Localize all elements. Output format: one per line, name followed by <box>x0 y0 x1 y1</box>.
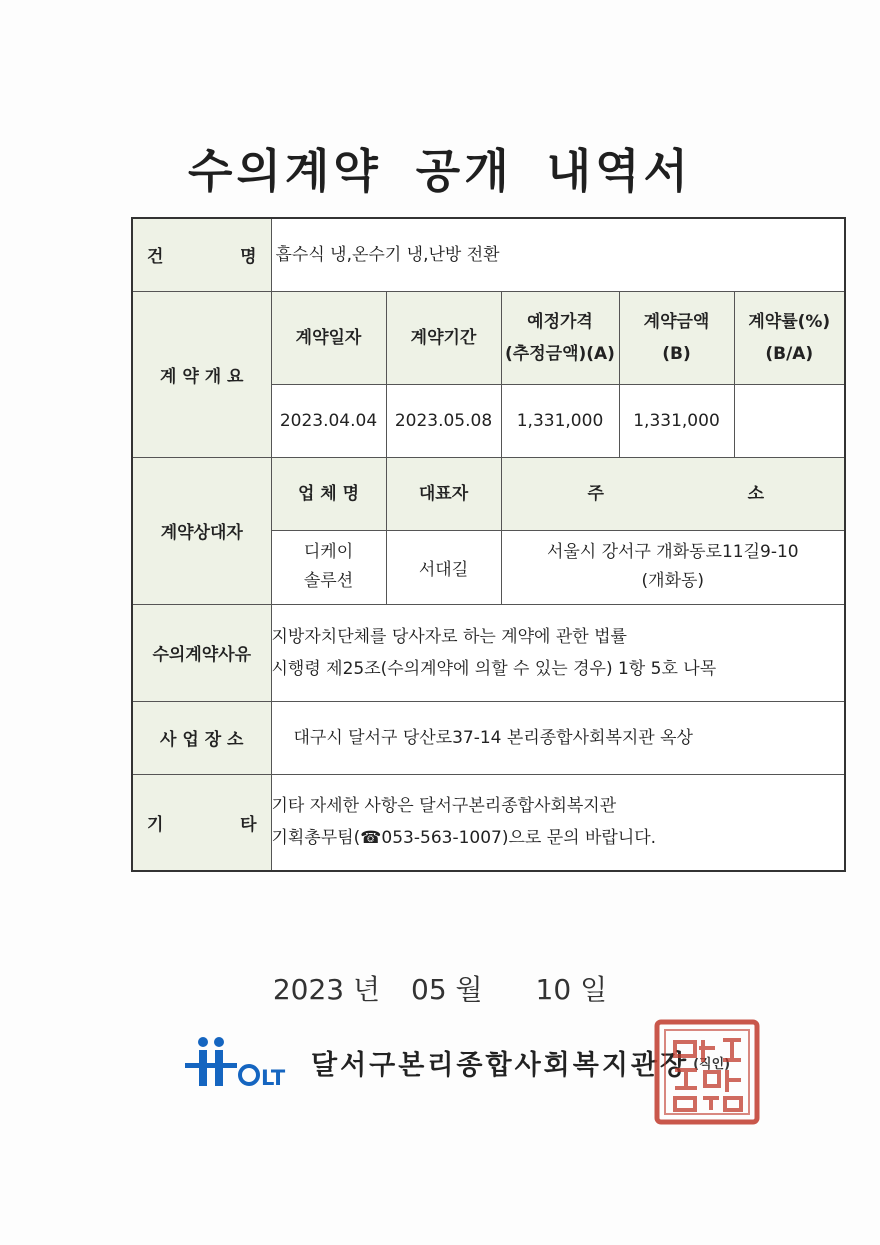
header-contract-period: 계약기간 <box>386 291 501 384</box>
name-label-right: 명 <box>240 247 257 268</box>
logo-text: LT <box>261 1066 286 1089</box>
etc-value <box>271 774 845 871</box>
seal-note: (직인) <box>693 1056 731 1072</box>
etc-line-1: 기타 자세한 사항은 달서구본리종합사회복지관 <box>271 796 617 817</box>
date-year: 2023 <box>272 973 345 1006</box>
header-contract-amount: 계약금액 (B) <box>619 291 734 384</box>
company-value: 디케이 솔루션 <box>271 530 386 604</box>
reason-label: 수의계약사유 <box>132 604 271 701</box>
organization-name: 달서구본리종합사회복지관장 <box>311 1049 690 1081</box>
contract-name-value: 흡수식 냉,온수기 냉,난방 전환 <box>271 218 845 291</box>
etc-label-left: 기 <box>147 814 164 835</box>
date-year-unit: 년 <box>353 973 381 1006</box>
etc-line-2: 기획총무팀(☎053-563-1007)으로 문의 바랍니다. <box>271 828 657 849</box>
reason-value <box>271 604 845 701</box>
header-contract-rate: 계약률(%) (B/A) <box>734 291 845 384</box>
reason-line-2: 시행령 제25조(수의계약에 의할 수 있는 경우) 1항 5호 나목 <box>271 658 717 679</box>
issue-date <box>0 968 880 1008</box>
contract-table <box>131 217 846 872</box>
header-address-right: 소 <box>747 483 765 504</box>
estimated-price-value: 1,331,000 <box>501 384 619 457</box>
etc-label-right: 타 <box>240 814 257 835</box>
header-contract-date: 계약일자 <box>271 291 386 384</box>
date-day: 10 <box>535 973 572 1006</box>
date-day-unit: 일 <box>580 973 608 1006</box>
contract-period-value: 2023.05.08 <box>386 384 501 457</box>
location-label: 사 업 장 소 <box>132 701 271 774</box>
name-label-left: 건 <box>147 247 164 268</box>
contract-date-value: 2023.04.04 <box>271 384 386 457</box>
summary-label: 계 약 개 요 <box>132 291 271 457</box>
location-value: 대구시 달서구 당산로37-14 본리종합사회복지관 옥상 <box>271 701 845 774</box>
signature-block <box>185 1032 730 1092</box>
contract-amount-value: 1,331,000 <box>619 384 734 457</box>
date-month: 05 <box>411 973 447 1006</box>
representative-value: 서대길 <box>386 530 501 604</box>
name-label <box>132 218 271 291</box>
reason-line-1: 지방자치단체를 당사자로 하는 계약에 관한 법률 <box>271 626 627 647</box>
document-title: 수의계약 공개 내역서 <box>188 144 692 198</box>
contract-rate-value <box>734 384 845 457</box>
etc-label <box>132 774 271 871</box>
date-month-unit: 월 <box>455 973 483 1006</box>
header-address <box>501 457 845 530</box>
organization-logo <box>185 1035 297 1089</box>
header-company: 업 체 명 <box>271 457 386 530</box>
header-representative: 대표자 <box>386 457 501 530</box>
header-estimated-price: 예정가격 (추정금액)(A) <box>501 291 619 384</box>
address-value: 서울시 강서구 개화동로11길9-10 (개화동) <box>501 530 845 604</box>
header-address-left: 주 <box>587 483 604 504</box>
official-seal <box>653 1018 761 1126</box>
party-label: 계약상대자 <box>132 457 271 604</box>
